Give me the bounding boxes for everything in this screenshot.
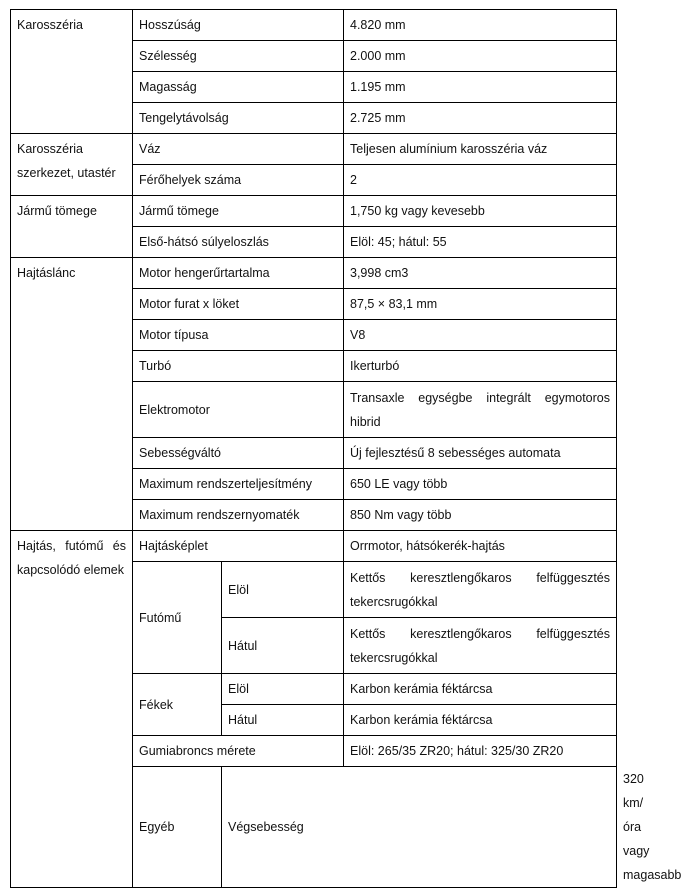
category-cell: Egyéb [133,767,222,888]
spec-label: Sebességváltó [133,438,344,469]
category-cell: Jármű tömege [11,196,133,258]
table-row: Egyéb Végsebesség 320 km/óra vagy magasabb [11,767,617,888]
spec-table [10,9,681,888]
spec-value: Kettős keresztlengőkaros felfüggesztés tekercsrugókkal [344,618,617,674]
spec-label: Végsebesség [222,767,617,888]
category-cell: Karosszéria szerkezet, utastér [11,134,133,196]
spec-value: 1,750 kg vagy kevesebb [344,196,617,227]
spec-group-label: Futómű [133,562,222,674]
category-cell: Hajtáslánc [11,258,133,531]
spec-label: Motor típusa [133,320,344,351]
spec-value: Elöl: 265/35 ZR20; hátul: 325/30 ZR20 [344,736,617,767]
spec-value: 87,5 × 83,1 mm [344,289,617,320]
category-cell: Hajtás, futómű és kapcsolódó elemek [11,531,133,888]
spec-label: Hosszúság [133,10,344,41]
spec-value: Új fejlesztésű 8 sebességes automata [344,438,617,469]
table-row [11,134,617,165]
spec-label: Váz [133,134,344,165]
spec-label: Szélesség [133,41,344,72]
spec-value: 2.000 mm [344,41,617,72]
spec-label: Férőhelyek száma [133,165,344,196]
spec-value: V8 [344,320,617,351]
spec-label: Elektromotor [133,382,344,438]
table-row [11,531,617,562]
spec-value: 3,998 cm3 [344,258,617,289]
spec-label: Első-hátsó súlyeloszlás [133,227,344,258]
spec-value: Orrmotor, hátsókerék-hajtás [344,531,617,562]
spec-label: Hajtásképlet [133,531,344,562]
spec-label: Motor furat x löket [133,289,344,320]
table-row [11,258,617,289]
spec-label: Gumiabroncs mérete [133,736,344,767]
spec-value: Kettős keresztlengőkaros felfüggesztés tekercsrugókkal [344,562,617,618]
spec-value: 1.195 mm [344,72,617,103]
spec-value: 4.820 mm [344,10,617,41]
spec-value: Teljesen alumínium karosszéria váz [344,134,617,165]
spec-value: Elöl: 45; hátul: 55 [344,227,617,258]
spec-value: Karbon kerámia féktárcsa [344,674,617,705]
spec-label: Turbó [133,351,344,382]
spec-label: Tengelytávolság [133,103,344,134]
spec-value: 2 [344,165,617,196]
spec-sub-label: Elöl [222,562,344,618]
spec-label: Jármű tömege [133,196,344,227]
spec-sub-label: Hátul [222,705,344,736]
spec-sub-label: Elöl [222,674,344,705]
category-cell: Karosszéria [11,10,133,134]
spec-label: Motor hengerűrtartalma [133,258,344,289]
spec-value: 650 LE vagy több [344,469,617,500]
spec-sub-label: Hátul [222,618,344,674]
table-row [11,196,617,227]
spec-value: Ikerturbó [344,351,617,382]
spec-label: Maximum rendszerteljesítmény [133,469,344,500]
spec-value: 850 Nm vagy több [344,500,617,531]
spec-value: 2.725 mm [344,103,617,134]
spec-value: Transaxle egységbe integrált egymotoros hibrid [344,382,617,438]
spec-label: Magasság [133,72,344,103]
spec-label: Maximum rendszernyomaték [133,500,344,531]
table-row [11,10,617,41]
spec-group-label: Fékek [133,674,222,736]
spec-value: Karbon kerámia féktárcsa [344,705,617,736]
